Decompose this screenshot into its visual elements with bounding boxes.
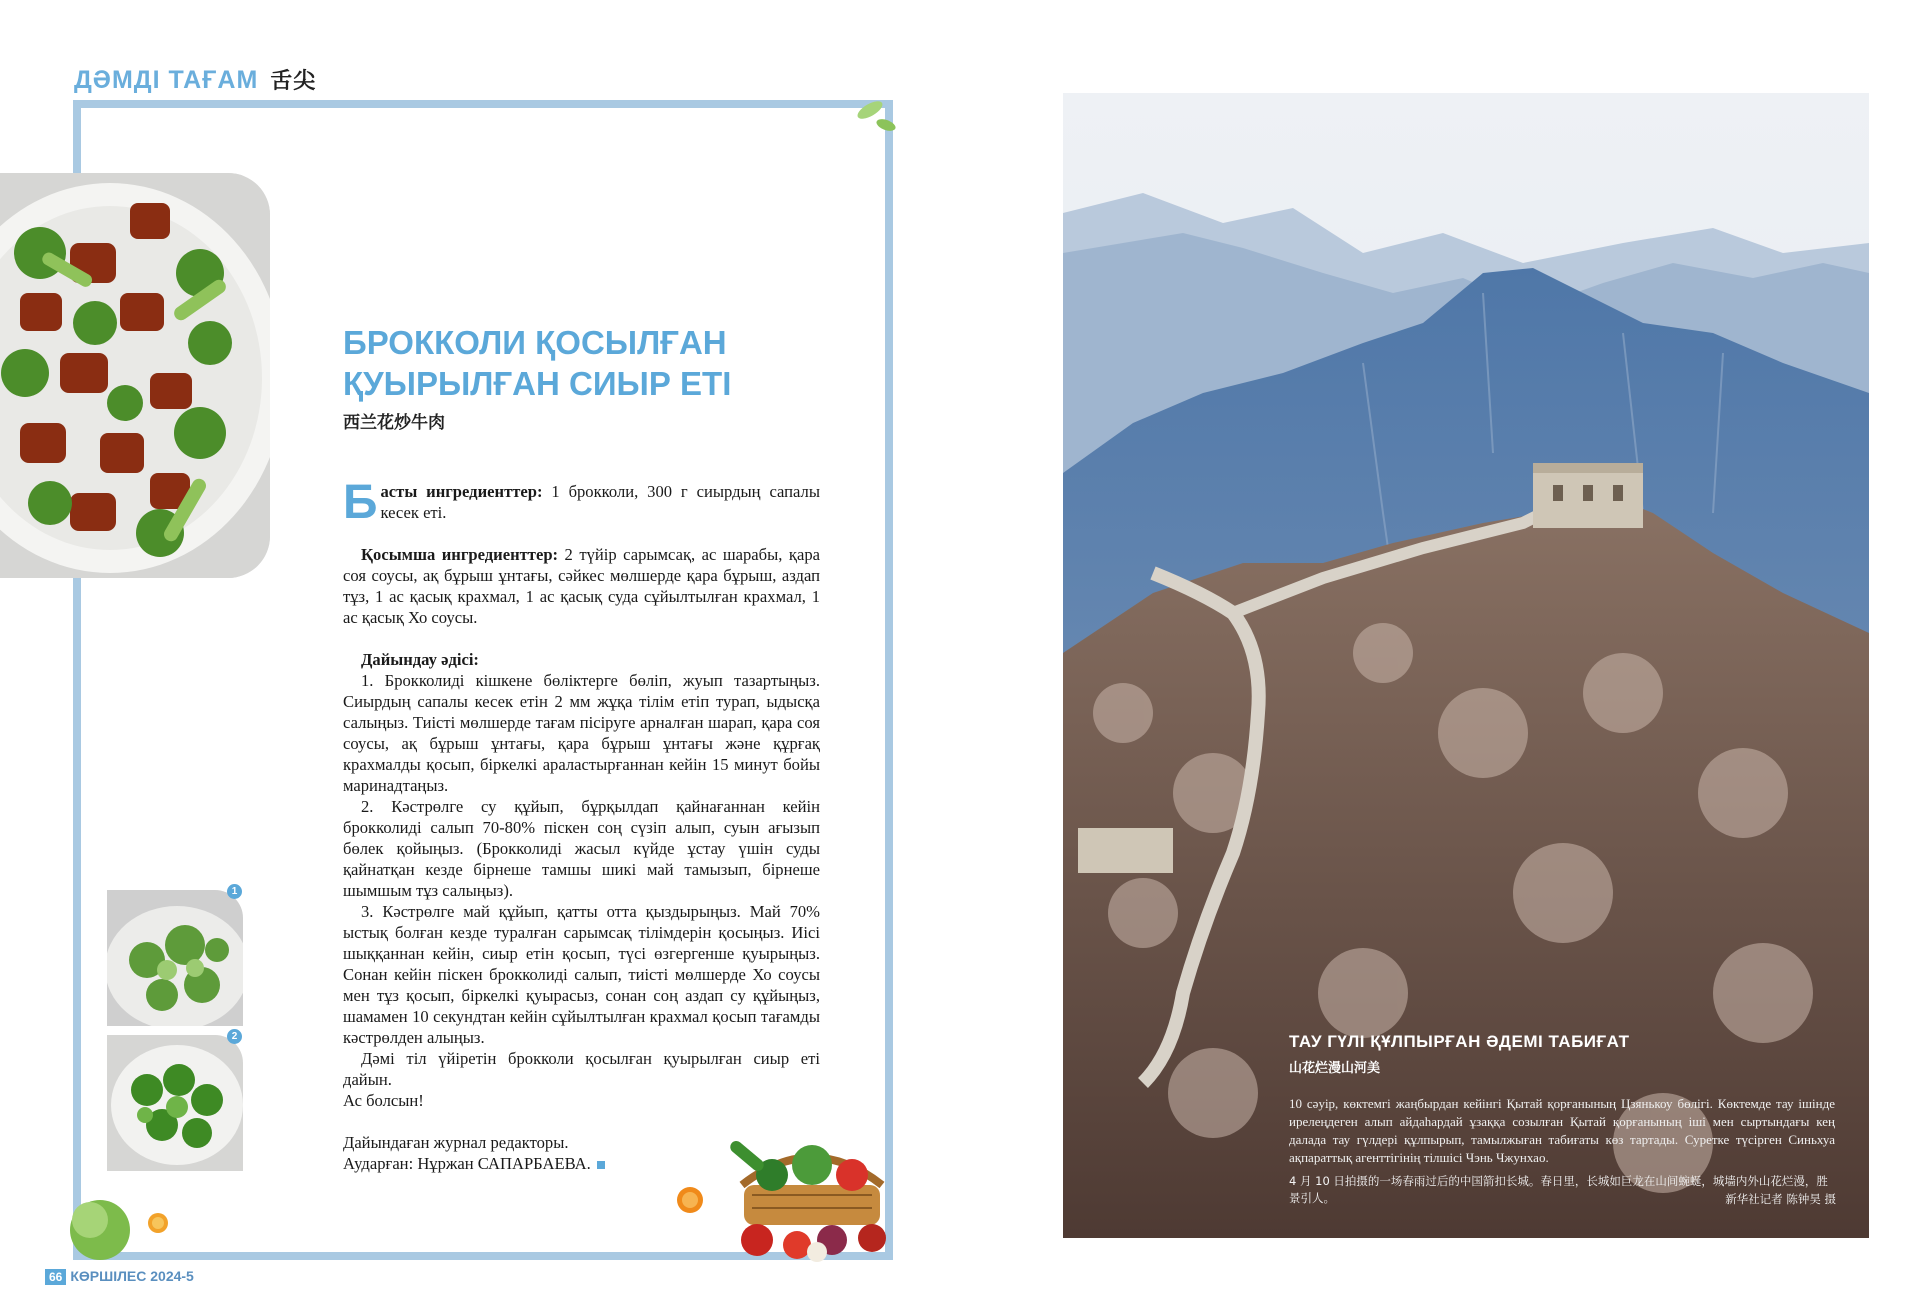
section-title: ДӘМДІ ТАҒАМ bbox=[74, 66, 259, 94]
step-badge-1: 1 bbox=[227, 884, 242, 899]
step-2: 2. Кәстрөлге су құйып, бұрқылдап қайнағаннан кейін брокколиді салып 70-80% піскен соң сүзіп алып, суын ағызып бөлек қойыңыз. (Брокколиді жасыл күйде ұстау үшін суды қайнатқан кезде бірнеше тамшы шикі май тамызып, бірнеше шымшым тұз салыңыз). bbox=[343, 797, 820, 900]
article-body bbox=[343, 476, 820, 1174]
extra-ingredients bbox=[343, 544, 820, 628]
main-ingredients-label: асты ингредиенттер: bbox=[380, 482, 543, 501]
page-number: 66 bbox=[45, 1269, 66, 1285]
closing: Ас болсын! bbox=[343, 1091, 424, 1110]
step-1: 1. Брокколиді кішкене бөліктерге бөліп, жуып тазартыңыз. Сиырдың сапалы кесек етін 2 мм жұқа тілім етіп турап, ыдысқа салыңыз. Тиісті мөлшерде тағам пісіруге арналған шарап, қара соя соусы, ақ бұрыш ұнтағы, қара бұрыш ұнтағы және құрғақ крахмалды қосып, біркелкі араластырғаннан кейін 15 минут бойы маринадтаңыз. bbox=[343, 671, 820, 795]
section-header bbox=[74, 64, 316, 95]
step-3: 3. Кәстрөлге май құйып, қатты отта қыздырыңыз. Май 70% ыстық болған кезде туралған сарымсақ тілімдерін қосыңыз. Иісі шыққаннан кейін, сиыр етін қосып, түсі өзгергенше қуырыңыз. Сонан кейін піскен брокколиді салып, тиісті мөлшерде Хо соусы мен тұз қосып, біркелкі қуырасыз, сонан соң аздап су құйыңыз, шамамен 10 секундтан кейін сұйылтылған крахмал қосып тағамды кәстрөлден алыңыз. bbox=[343, 902, 820, 1047]
photo-caption-title-cn: 山花烂漫山河美 bbox=[1289, 1061, 1381, 1076]
title-line-2: ҚУЫРЫЛҒАН СИЫР ЕТІ bbox=[343, 365, 732, 402]
photo-caption-text-cn: 4 月 10 日拍摄的一场春雨过后的中国箭扣长城。春日里，长城如巨龙在山间蜿蜒，城墙内外山花烂漫，胜景引人。 bbox=[1289, 1174, 1828, 1205]
extra-ingredients-text: 2 түйір сарымсақ, ас шарабы, қара соя соусы, ақ бұрыш ұнтағы, сәйкес мөлшерде қара бұрыш, аздап тұз, 1 ас қасық крахмал, 1 ас қасық суда сұйылтылған крахмал, 1 ас қасық Хо соусы. bbox=[343, 545, 820, 627]
leaf-decoration-icon bbox=[850, 95, 900, 140]
section-title-cn: 舌尖 bbox=[270, 68, 317, 93]
dish-ready: Дәмі тіл үйіретін брокколи қосылған қуырылған сиыр еті дайын. bbox=[343, 1049, 820, 1089]
vegetable-basket-icon bbox=[712, 1090, 912, 1265]
step-badge-2: 2 bbox=[227, 1029, 242, 1044]
translated-by: Аударған: Нұржан САПАРБАЕВА. bbox=[343, 1153, 820, 1174]
magazine-name: КӨРШІЛЕС 2024-5 bbox=[70, 1268, 194, 1284]
beef-broccoli-photo bbox=[0, 173, 270, 578]
article-title-cn: 西兰花炒牛肉 bbox=[343, 413, 445, 433]
photo-caption-text: 10 сәуір, көктемгі жаңбырдан кейінгі Қытай қорғанының Цзянькоу бөлігі. Көктемде тау ішінде ирелеңдеген алып айдаһардай ұзаққа созылған Қытай қорғанының іші мен сыртындағы кең далада тау гүлдері құлпырып, тамылжыған табиғаты көз тартады. Суретке түсірген Синьхуа ақпараттық агенттігінің тілшісі Чэнь Чжунхао. bbox=[1289, 1096, 1835, 1165]
main-ingredients-text: 1 брокколи, 300 г сиырдың сапалы кесек еті. bbox=[380, 482, 820, 522]
step-photo-2 bbox=[107, 1035, 243, 1171]
step-photo-1 bbox=[107, 890, 243, 1026]
main-ingredients bbox=[343, 476, 820, 529]
article-title bbox=[343, 322, 763, 404]
lettuce-decoration-icon bbox=[60, 1185, 180, 1265]
orange-decoration-icon bbox=[675, 1185, 705, 1215]
photo-caption-title: ТАУ ГҮЛІ ҚҰЛПЫРҒАН ӘДЕМІ ТАБИҒАТ bbox=[1289, 1032, 1630, 1051]
page-footer bbox=[45, 1268, 194, 1285]
end-mark-icon bbox=[597, 1161, 605, 1169]
great-wall-photo bbox=[1063, 93, 1869, 1238]
extra-ingredients-label: Қосымша ингредиенттер: bbox=[361, 545, 559, 564]
photo-credit: 新华社记者 陈钟昊 摄 bbox=[1725, 1192, 1836, 1206]
method-label: Дайындау әдісі: bbox=[361, 650, 479, 669]
title-line-1: БРОККОЛИ ҚОСЫЛҒАН bbox=[343, 324, 727, 361]
prepared-by: Дайындаған журнал редакторы. bbox=[343, 1133, 569, 1152]
dropcap: Б bbox=[343, 476, 378, 529]
